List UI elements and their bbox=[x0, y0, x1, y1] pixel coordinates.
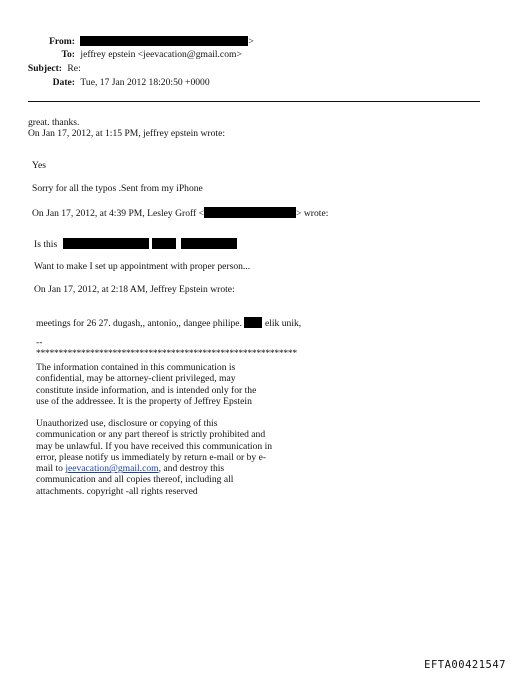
to-row bbox=[20, 50, 242, 60]
disclaimer-paragraph-2 bbox=[36, 418, 276, 497]
to-value: jeffrey epstein <jeevacation@gmail.com> bbox=[80, 49, 242, 60]
meetings-post: elik unik, bbox=[264, 318, 302, 329]
redacted-block-3 bbox=[181, 238, 237, 249]
subject-label: Subject: bbox=[27, 63, 62, 74]
quote-header-1: On Jan 17, 2012, at 1:15 PM, jeffrey epstein wrote: bbox=[28, 128, 225, 139]
subject-row bbox=[20, 64, 81, 74]
quote-header-2-pre: On Jan 17, 2012, at 4:39 PM, Lesley Groff < bbox=[32, 208, 205, 219]
reply-text: great. thanks. bbox=[28, 117, 80, 128]
subject-value: Re: bbox=[67, 63, 81, 74]
date-row bbox=[20, 78, 210, 88]
signature-dashes: -- bbox=[36, 337, 43, 348]
document-id: EFTA00421547 bbox=[424, 658, 506, 671]
quoted-yes: Yes bbox=[32, 160, 46, 171]
redacted-block-2 bbox=[152, 238, 176, 249]
redacted-sender bbox=[80, 36, 248, 46]
quote-header-3: On Jan 17, 2012, at 2:18 AM, Jeffrey Epstein wrote: bbox=[34, 284, 235, 295]
from-row bbox=[20, 36, 254, 47]
redacted-email bbox=[204, 207, 296, 218]
quoted-want: Want to make I set up appointment with proper person... bbox=[34, 261, 251, 272]
signature-stars: ********************************************************** bbox=[36, 348, 297, 359]
from-label: From: bbox=[49, 36, 75, 47]
to-label: To: bbox=[61, 49, 75, 60]
date-label: Date: bbox=[52, 77, 75, 88]
header-divider bbox=[28, 101, 480, 102]
email-link[interactable]: jeevacation@gmail.com bbox=[65, 463, 159, 475]
from-suffix: > bbox=[248, 36, 254, 47]
disclaimer-2b: , and destroy this communication and all copies thereof, including all attachments. copyright -all rights reserved bbox=[36, 463, 234, 497]
quote-header-2-post: > wrote: bbox=[296, 208, 329, 219]
redacted-name bbox=[244, 317, 262, 328]
quote-header-2 bbox=[32, 207, 328, 219]
quoted-typos: Sorry for all the typos .Sent from my iPhone bbox=[32, 183, 203, 194]
isthis-text: Is this bbox=[34, 239, 58, 250]
disclaimer-2a: Unauthorized use, disclosure or copying of this communication or any part thereof is strictly prohibited and may be unlawful. If you have received this communication in error, please notify us immediately by return e-mail or by e-mail to bbox=[36, 418, 273, 475]
quoted-meetings bbox=[36, 317, 301, 329]
quoted-isthis bbox=[34, 238, 237, 250]
redacted-block-1 bbox=[63, 238, 149, 249]
meetings-pre: meetings for 26 27. dugash,, antonio,, dangee philipe. bbox=[36, 318, 242, 329]
date-value: Tue, 17 Jan 2012 18:20:50 +0000 bbox=[80, 77, 210, 88]
disclaimer-paragraph-1: The information contained in this communication is confidential, may be attorney-client privileged, may constitute inside information, and is intended only for the use of the addressee. It is the property of Jeffrey Epstein bbox=[36, 362, 257, 407]
